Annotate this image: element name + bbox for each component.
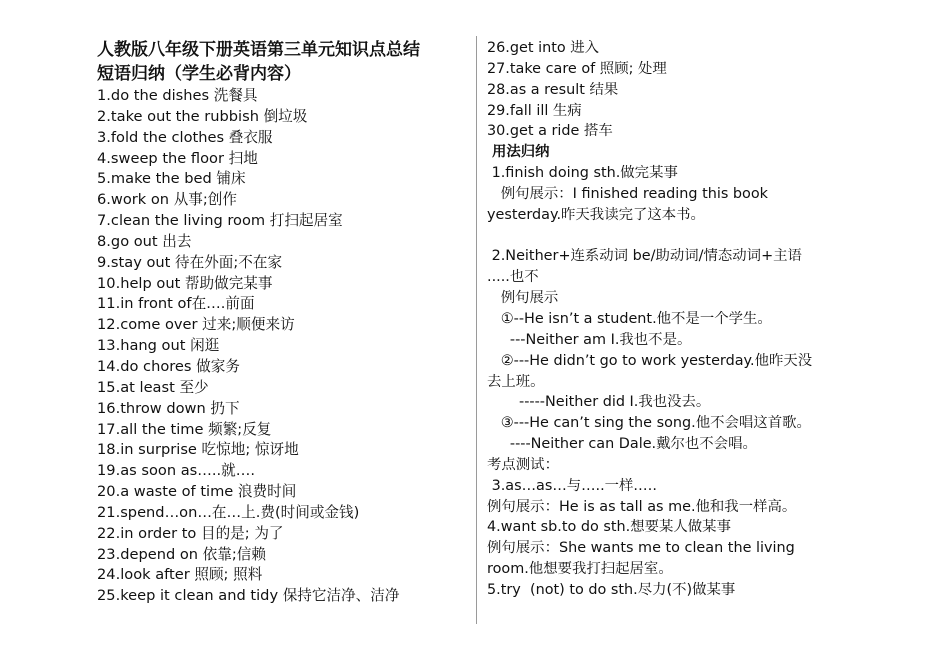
list-item: 3.fold the clothes 叠衣服 — [97, 128, 273, 146]
example-sentence: 去上班。 — [487, 373, 545, 390]
list-item: 11.in front of在….前面 — [97, 295, 255, 313]
list-item: 9.stay out 待在外面;不在家 — [97, 253, 283, 271]
example-sentence: ②---He didn’t go to work yesterday.他昨天没 — [487, 352, 813, 369]
test-item: 3.as…as…与…..一样.…. — [487, 477, 657, 494]
example-sentence: 例句展示：I finished reading this book — [487, 185, 769, 202]
list-item: 16.throw down 扔下 — [97, 399, 240, 417]
section-heading-test: 考点测试： — [487, 456, 559, 473]
list-item: 28.as a result 结果 — [487, 81, 619, 98]
list-item: 5.make the bed 铺床 — [97, 170, 246, 188]
list-item: 6.work on 从事;创作 — [97, 191, 237, 209]
list-item: 20.a waste of time 浪费时间 — [97, 483, 297, 501]
list-item: 12.come over 过来;顺便来访 — [97, 316, 295, 334]
list-item: 15.at least 至少 — [97, 378, 209, 396]
list-item: 17.all the time 频繁;反复 — [97, 420, 272, 438]
list-item: 30.get a ride 搭车 — [487, 123, 613, 140]
usage-item: 1.finish doing sth.做完某事 — [487, 165, 678, 182]
example-sentence: ③---He can’t sing the song.他不会唱这首歌。 — [487, 415, 811, 432]
list-item: 27.take care of 照顾; 处理 — [487, 60, 667, 77]
example-sentence: 例句展示：She wants me to clean the living — [487, 540, 795, 557]
list-item: 8.go out 出去 — [97, 232, 192, 250]
section-heading-phrases: 短语归纳（学生必背内容） — [97, 64, 301, 84]
list-item: 29.fall ill 生病 — [487, 102, 582, 119]
document-title: 人教版八年级下册英语第三单元知识点总结 — [97, 40, 420, 60]
phrase-list — [97, 86, 465, 607]
list-item: 19.as soon as…..就…. — [97, 462, 255, 480]
usage-item: 2.Neither+连系动词 be/助动词/情态动词+主语 — [487, 248, 802, 265]
list-item: 4.sweep the floor 扫地 — [97, 149, 258, 167]
usage-item: .....也不 — [487, 269, 539, 286]
example-label: 例句展示 — [487, 290, 559, 307]
list-item: 13.hang out 闲逛 — [97, 337, 220, 355]
list-item: 10.help out 帮助做完某事 — [97, 274, 273, 292]
example-sentence: ---Neither am I.我也不是。 — [487, 331, 692, 348]
list-item: 25.keep it clean and tidy 保持它洁净、洁净 — [97, 587, 400, 605]
column-divider — [476, 36, 477, 624]
left-column — [97, 38, 465, 607]
example-sentence: yesterday.昨天我读完了这本书。 — [487, 206, 705, 223]
list-item: 14.do chores 做家务 — [97, 357, 240, 375]
right-column — [487, 38, 862, 601]
phrase-list-continued — [487, 38, 862, 142]
list-item: 26.get into 进入 — [487, 40, 600, 56]
list-item: 1.do the dishes 洗餐具 — [97, 87, 258, 104]
example-sentence: ----Neither can Dale.戴尔也不会唱。 — [487, 436, 757, 453]
list-item: 18.in surprise 吃惊地; 惊讶地 — [97, 441, 299, 459]
list-item: 23.depend on 依靠;信赖 — [97, 545, 266, 563]
spacer — [487, 226, 862, 247]
test-item: 4.want sb.to do sth.想要某人做某事 — [487, 519, 731, 536]
example-sentence: ①--He isn’t a student.他不是一个学生。 — [487, 310, 772, 327]
list-item: 21.spend…on…在…上.费(时间或金钱) — [97, 503, 360, 521]
test-item: 5.try (not) to do sth.尽力(不)做某事 — [487, 581, 736, 598]
list-item: 22.in order to 目的是; 为了 — [97, 524, 284, 542]
list-item: 24.look after 照顾; 照料 — [97, 566, 263, 584]
list-item: 7.clean the living room 打扫起居室 — [97, 212, 343, 230]
list-item: 2.take out the rubbish 倒垃圾 — [97, 107, 308, 125]
example-sentence: -----Neither did I.我也没去。 — [487, 394, 711, 411]
section-heading-usage: 用法归纳 — [487, 144, 550, 161]
example-sentence: 例句展示：He is as tall as me.他和我一样高。 — [487, 498, 797, 515]
example-sentence: room.他想要我打扫起居室。 — [487, 561, 673, 578]
